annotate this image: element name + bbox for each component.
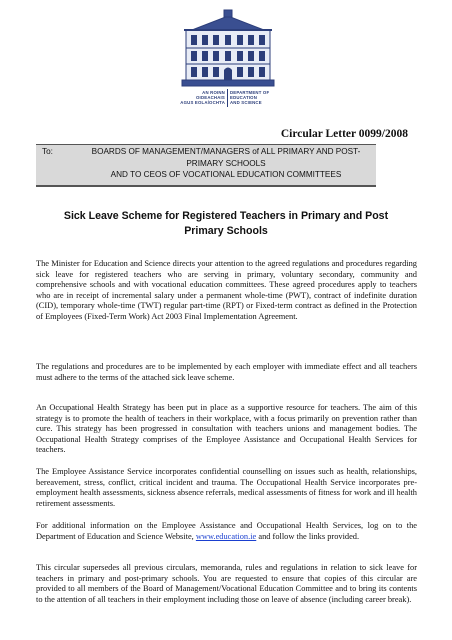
logo-irish-line: AN ROINN [202, 90, 225, 95]
paragraph-implementation: The regulations and procedures are to be implemented by each employer with immediate effect and all teachers must adhere to the terms of the attached sick leave scheme. [36, 362, 417, 382]
recipient-line: PRIMARY SCHOOLS [186, 158, 266, 168]
recipients-box [36, 144, 376, 187]
paragraph-text: For additional information on the Employee Assistance and Occupational Health Services, log on to the Department of Education and Science Website, [36, 521, 417, 541]
logo-irish-line: OIDEACHAIS [196, 95, 225, 100]
logo-english-line: EDUCATION [230, 95, 258, 100]
paragraph-text: and follow the links provided. [256, 531, 360, 541]
logo-irish-text [175, 90, 225, 105]
paragraph-additional-info [36, 521, 417, 542]
paragraph-regulations: The Minister for Education and Science directs your attention to the agreed regulations and procedures regarding sick leave for registered teachers who are serving in primary, voluntary secondary, community and comprehensive schools and with vocational education committees. These agreed procedures apply to teachers who are in receipt of incremental salary under a permanent whole-time (PWT), contract of indefinite duration (CID), temporary whole-time (TWT) regular part-time (RPT) or Fixed-term contract as defined in the Protection of Employees (Fixed-Term Work) Act 2003 Final Implementation Agreement. [36, 259, 417, 321]
title-line: Sick Leave Scheme for Registered Teachers in Primary and Post [63, 210, 389, 222]
building-illustration-icon [172, 8, 284, 88]
document-title [50, 209, 402, 239]
paragraph-health-strategy: An Occupational Health Strategy has been put in place as a supportive resource for teachers. The aim of this strategy is to promote the health of teachers in their workplace, with a focus primarily on prevention rather than cure. This strategy has been progressed in consultation with teachers unions and management bodies. The Occupational Health Strategy comprises of the Employee Assistance and Occupational Health Services for teachers. [36, 403, 417, 455]
recipient-line: AND TO CEOS OF VOCATIONAL EDUCATION COMMITTEES [110, 170, 342, 179]
paragraph-supersedes: This circular supersedes all previous circulars, memoranda, rules and regulations in relation to sick leave for teachers in primary and post-primary schools. You are requested to ensure that copies of this circular are provided to all members of the Board of Management/Vocational Education Committee and to bring its contents to the attention of all teachers in their employment including those on leave of absence (including career break). [36, 563, 417, 604]
logo-english-line: AND SCIENCE [230, 100, 262, 105]
paragraph-assistance-service: The Employee Assistance Service incorporates confidential counselling on issues such as health, relationships, bereavement, stress, conflict, critical incident and trauma. The Occupational Health Service incorporates pre-employment health assessments, sickness absence referrals, medical assessments of fitness for work and ill health retirement assessments. [36, 467, 417, 508]
logo-english-line: DEPARTMENT OF [230, 90, 270, 95]
title-line: Primary Schools [184, 225, 268, 237]
circular-number: Circular Letter 0099/2008 [280, 128, 408, 140]
recipient-line: BOARDS OF MANAGEMENT/MANAGERS of ALL PRIMARY AND POST- [91, 147, 361, 156]
logo-irish-line: AGUS EOLAÍOCHTA [180, 100, 225, 105]
department-logo [172, 8, 284, 114]
recipients-label: To: [42, 147, 53, 156]
recipients-list [80, 146, 372, 181]
logo-english-text [230, 90, 282, 105]
education-website-link[interactable]: www.education.ie [195, 531, 257, 541]
logo-divider [227, 89, 228, 107]
